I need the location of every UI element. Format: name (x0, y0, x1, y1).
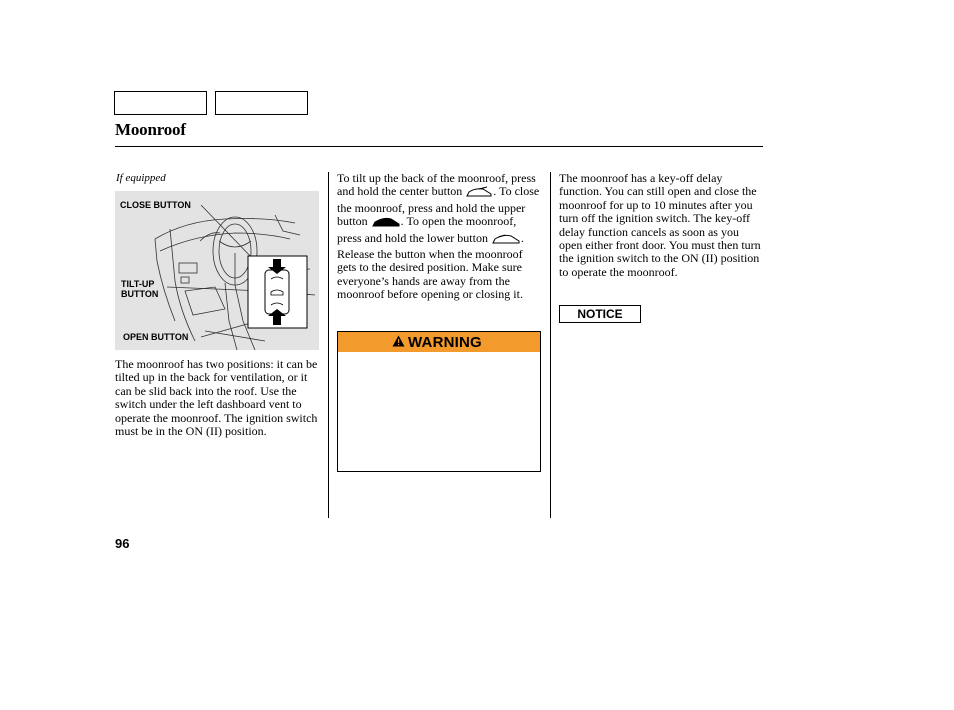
column-divider-1 (328, 172, 329, 518)
close-button-label: CLOSE BUTTON (120, 200, 191, 210)
warning-label: WARNING (408, 333, 482, 351)
page-number: 96 (115, 536, 130, 551)
instruction-part-1: To tilt up the back of the moonroof, press and hold the center button (337, 171, 536, 199)
page-title: Moonroof (115, 120, 186, 139)
figure-caption: If equipped (116, 172, 166, 184)
moonroof-switch-illustration (115, 191, 319, 350)
operation-instructions (337, 172, 542, 302)
nav-box-right[interactable] (215, 91, 308, 115)
notice-label: NOTICE (577, 307, 623, 321)
nav-box-left[interactable] (114, 91, 207, 115)
moonroof-positions-text: The moonroof has two positions: it can be tilted up in the back for ventilation, or it can be slid back into the roof. Use the switch under the left dashboard vent to operate the moonroof. The ignition switch must be in the ON (II) position. (115, 357, 318, 439)
warning-box (337, 331, 541, 472)
warning-triangle-icon (392, 334, 405, 351)
column-divider-2 (550, 172, 551, 518)
notice-box (559, 305, 641, 323)
tilt-car-icon (465, 186, 493, 201)
title-divider (115, 146, 763, 147)
dashboard-drawing (115, 191, 319, 350)
instruction-part-4: . Release the button when the moonroof gets to the desired position. Make sure everyone’s hands are away from the moonroof before opening or closing it. (337, 230, 524, 302)
open-button-label: OPEN BUTTON (123, 332, 189, 342)
tilt-up-button-label: TILT-UP BUTTON (121, 279, 159, 299)
instruction-part-2: . To close the moonroof, press and hold the upper button (337, 184, 540, 229)
closed-car-icon (371, 216, 401, 231)
instruction-part-3: . To open the moonroof, press and hold the lower button (337, 214, 517, 245)
open-car-icon (491, 233, 521, 248)
key-off-delay-text: The moonroof has a key-off delay function. You can still open and close the moonroof for up to 10 minutes after you turn off the ignition switch. The key-off delay function cancels as soon as you open either front door. You must then turn the ignition switch to the ON (II) position to operate the moonroof. (559, 171, 761, 279)
warning-header (338, 332, 540, 352)
